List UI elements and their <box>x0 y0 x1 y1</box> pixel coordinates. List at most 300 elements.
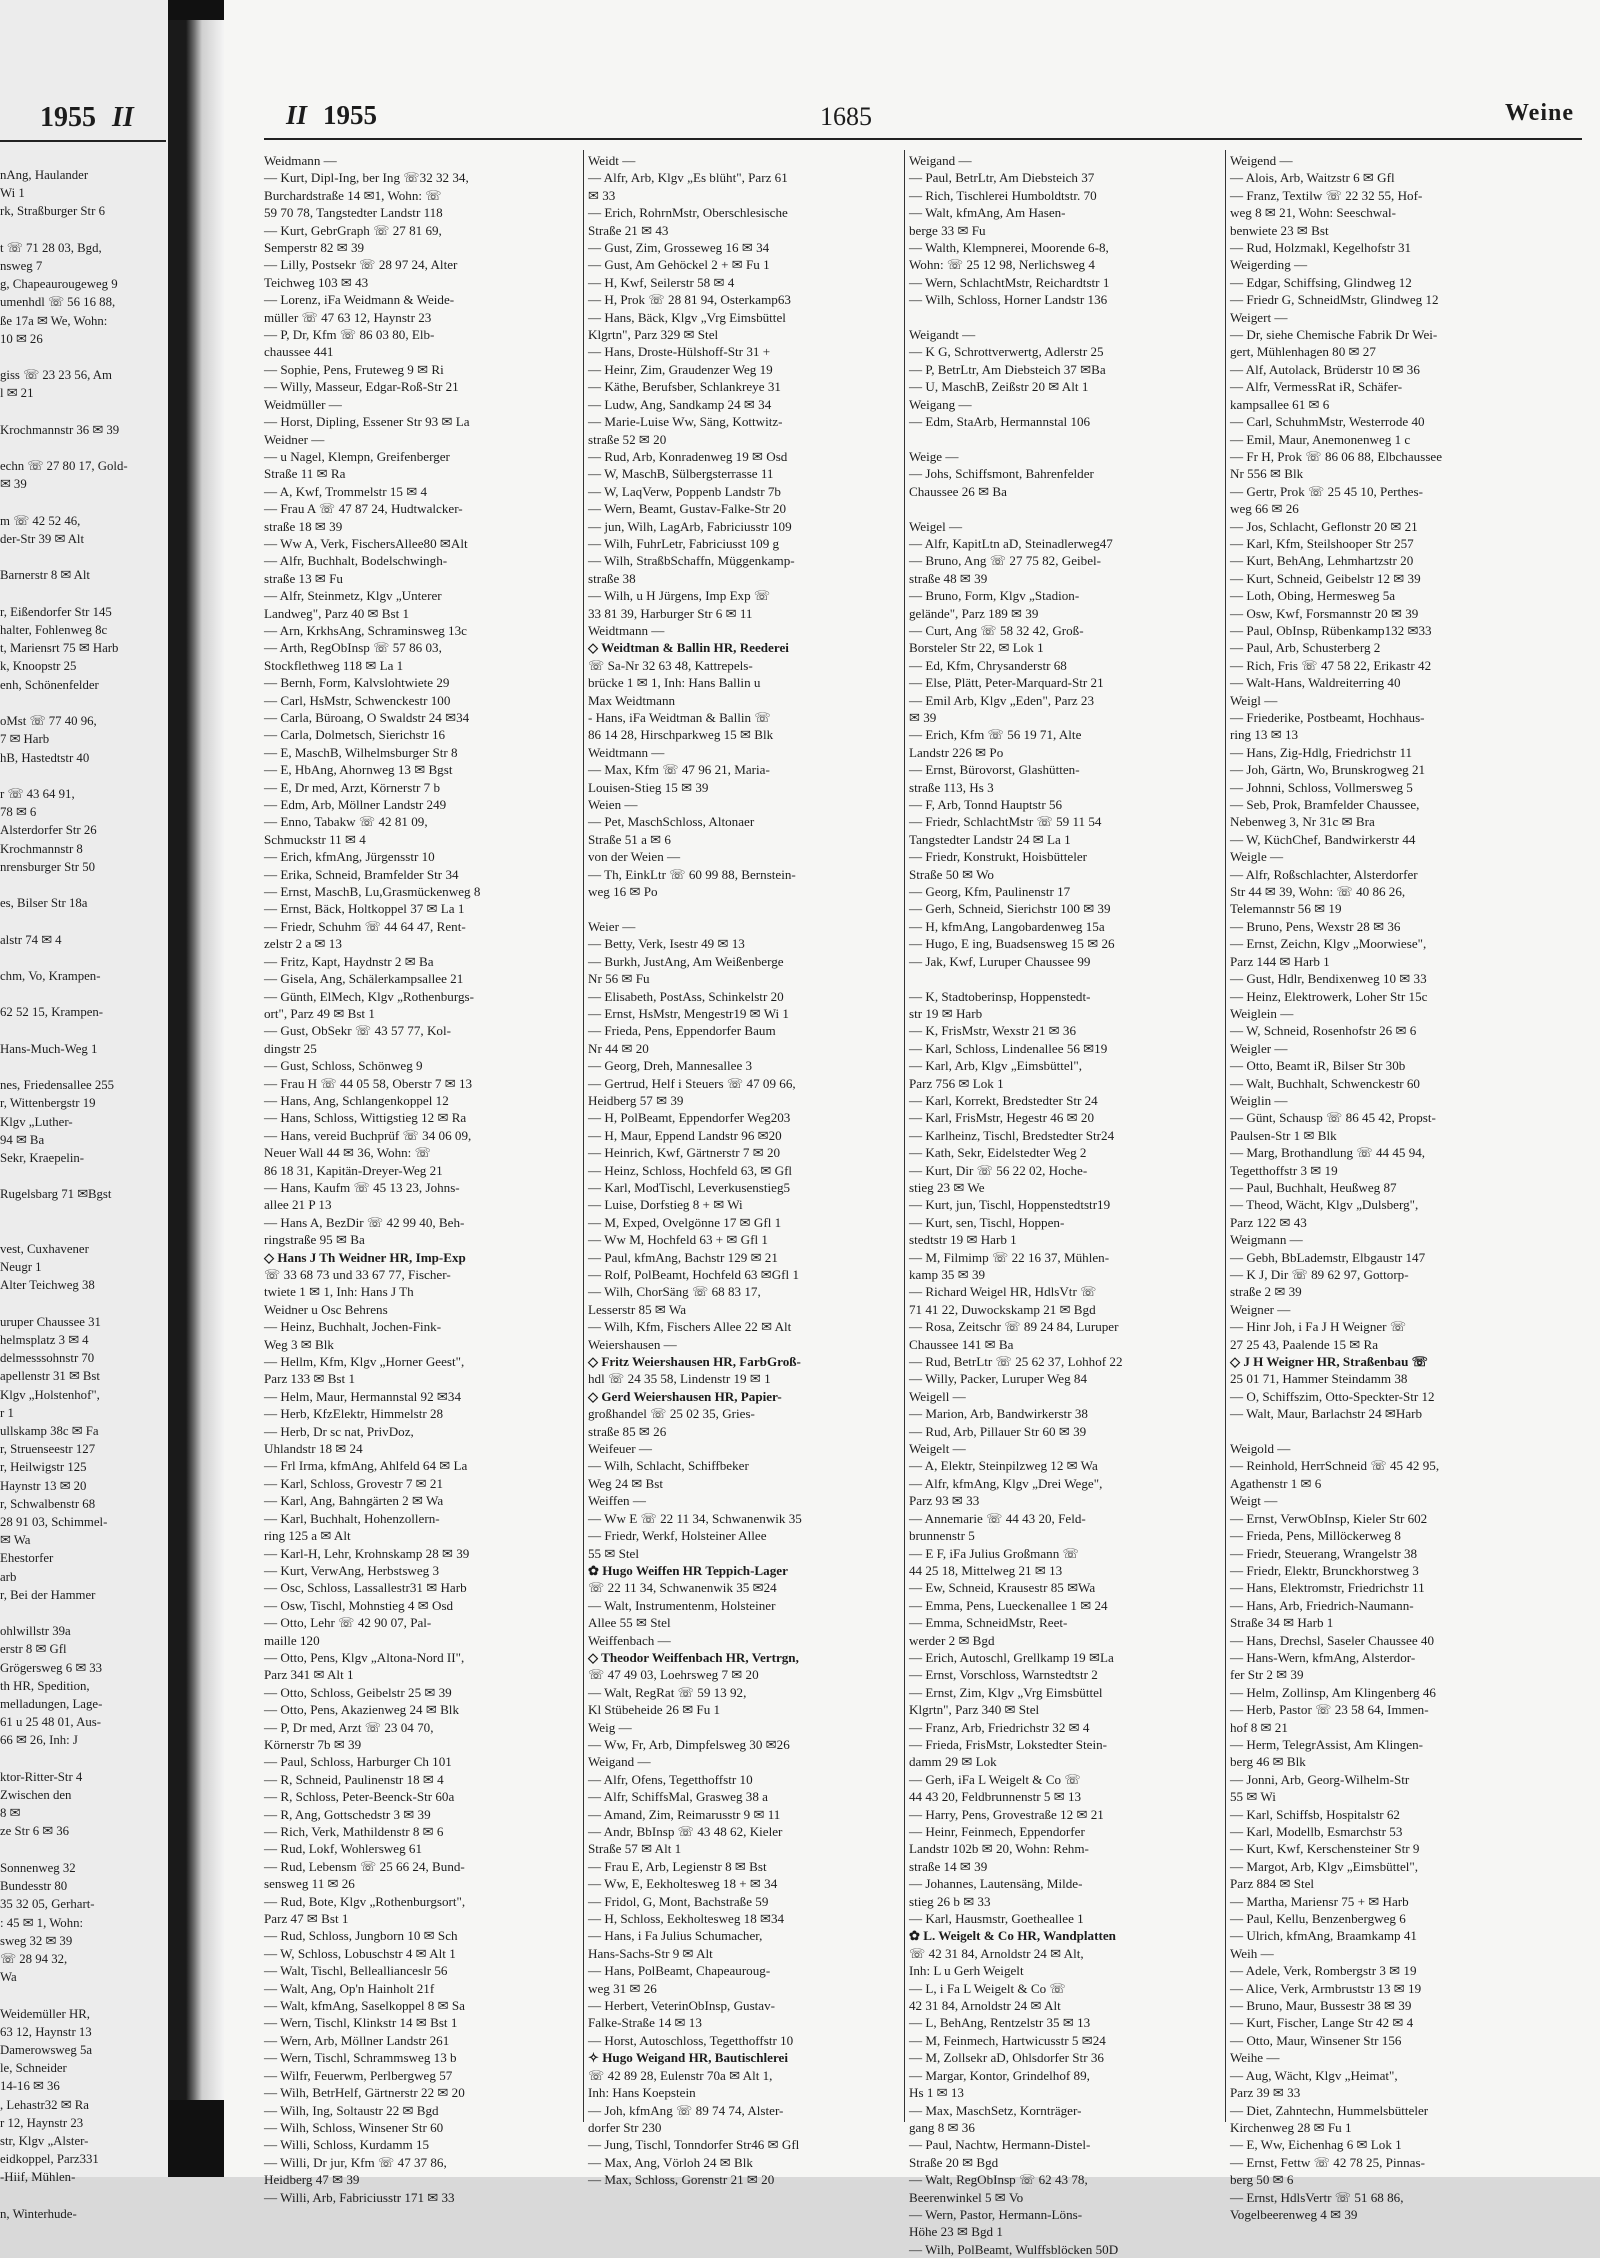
directory-entry-line: Nr 556 ✉ Blk <box>1230 466 1304 482</box>
directory-entry-line: — Walt, RegRat ☏ 59 13 92, <box>588 1684 747 1700</box>
directory-entry-line: — Ww, Fr, Arb, Dimpfelsweg 30 ✉26 <box>588 1736 790 1752</box>
directory-entry-line: — Alfr, Buchhalt, Bodelschwingh- <box>264 553 448 569</box>
directory-entry-line: Paulsen-Str 1 ✉ Blk <box>1230 1127 1337 1143</box>
header-year: 1955 <box>323 100 378 130</box>
directory-entry-line: — Kurt, Schneid, Geibelstr 12 ✉ 39 <box>1230 570 1421 586</box>
directory-entry-line: — Curt, Ang ☏ 58 32 42, Groß- <box>909 622 1084 638</box>
directory-entry-line: — Jung, Tischl, Tonndorfer Str46 ✉ Gfl <box>588 2137 800 2153</box>
directory-entry-line: — Gust, Schloss, Schönweg 9 <box>264 1058 423 1074</box>
directory-entry-line: — Arn, KrkhsAng, Schraminsweg 13c <box>264 622 467 638</box>
left-page-line: Rugelsbarg 71 ✉Bgst <box>0 1187 112 1202</box>
directory-entry-line: — H, PolBeamt, Eppendorfer Weg203 <box>588 1110 791 1126</box>
left-page-line: 14-16 ✉ 36 <box>0 2079 60 2094</box>
directory-entry-line: Borsteler Str 22, ✉ Lok 1 <box>909 640 1044 656</box>
left-page-line: Wi 1 <box>0 186 25 201</box>
directory-entry-line: — Ernst, Zeichn, Klgv „Moorwiese", <box>1230 936 1427 952</box>
directory-entry-line: — Ernst, Fettw ☏ 42 78 25, Pinnas- <box>1230 2154 1425 2170</box>
directory-entry-line: Landstr 226 ✉ Po <box>909 744 1004 760</box>
directory-entry-line: — Johnni, Schloss, Vollmersweg 5 <box>1230 779 1413 795</box>
directory-entry-line: Teichweg 103 ✉ 43 <box>264 274 369 290</box>
surname-heading: Weigend — <box>1230 153 1293 168</box>
directory-entry-line: — Emil Arb, Klgv „Eden", Parz 23 <box>909 692 1094 708</box>
directory-entry-line: — Frieda, FrisMstr, Lokstedter Stein- <box>909 1736 1108 1752</box>
left-page-line: Krochmannstr 8 <box>0 841 83 856</box>
directory-entry-line: Klgrtn", Parz 329 ✉ Stel <box>588 327 719 343</box>
directory-entry-line: — H, Kwf, Seilerstr 58 ✉ 4 <box>588 274 735 290</box>
left-page-line: rk, Straßburger Str 6 <box>0 204 105 219</box>
directory-entry-line: — Karl, Schiffsb, Hospitalstr 62 <box>1230 1806 1400 1822</box>
directory-entry-line: — Jak, Kwf, Luruper Chaussee 99 <box>909 953 1091 969</box>
directory-entry-line: — Rud, Arb, Konradenweg 19 ✉ Osd <box>588 448 788 464</box>
directory-entry-line: — Theod, Wächt, Klgv „Dulsberg", <box>1230 1197 1419 1213</box>
surname-heading: Weigle — <box>1230 849 1284 865</box>
directory-entry-line: — Frau H ☏ 44 05 58, Oberstr 7 ✉ 13 <box>264 1075 473 1091</box>
left-page-line: erstr 8 ✉ Gfl <box>0 1642 67 1657</box>
directory-entry-line: — Karl, Schloss, Lindenallee 56 ✉19 <box>909 1040 1108 1056</box>
directory-entry-line: — Andr, BbInsp ☏ 43 48 62, Kieler <box>588 1824 783 1839</box>
directory-entry-line: — Sophie, Pens, Fruteweg 9 ✉ Ri <box>264 361 444 377</box>
directory-entry-line: — Karl, Buchhalt, Hohenzollern- <box>264 1510 440 1526</box>
directory-entry-line: — Walt, kfmAng, Saselkoppel 8 ✉ Sa <box>264 1998 465 2014</box>
directory-entry-line: weg 8 ✉ 21, Wohn: Seeschwal- <box>1230 205 1397 221</box>
surname-heading: Weien — <box>588 797 638 813</box>
directory-entry-line: Chaussee 141 ✉ Ba <box>909 1336 1014 1352</box>
directory-entry-line: — Harry, Pens, Grovestraße 12 ✉ 21 <box>909 1806 1104 1822</box>
directory-entry-line: — Hans, Drechsl, Saseler Chaussee 40 <box>1230 1632 1434 1648</box>
directory-entry-line: — R, Ang, Gottschedstr 3 ✉ 39 <box>264 1806 431 1822</box>
directory-entry-line: — Karl, Ang, Bahngärten 2 ✉ Wa <box>264 1493 444 1509</box>
directory-entry-line: — Hans, Schloss, Wittigstieg 12 ✉ Ra <box>264 1110 467 1126</box>
directory-entry-line: — Walt, kfmAng, Am Hasen- <box>909 205 1066 221</box>
directory-entry-line: 86 14 28, Hirschparkweg 15 ✉ Blk <box>588 727 774 743</box>
directory-entry-line: Straße 57 ✉ Alt 1 <box>588 1841 682 1857</box>
directory-entry-line: — Walt, Ang, Op'n Hainholt 21f <box>264 1980 435 1996</box>
directory-entry-line: hdl ☏ 24 35 58, Lindenstr 19 ✉ 1 <box>588 1371 771 1387</box>
directory-entry-line: Parz 341 ✉ Alt 1 <box>264 1667 354 1683</box>
directory-entry-line: ☏ 47 49 03, Loehrsweg 7 ✉ 20 <box>588 1667 759 1683</box>
directory-entry-line: — Paul, Schloss, Harburger Ch 101 <box>264 1754 452 1770</box>
left-page-line <box>0 949 166 967</box>
directory-entry-line: — Herb, KfzElektr, Himmelstr 28 <box>264 1406 444 1422</box>
directory-entry-line: — Ww E ☏ 22 11 34, Schwanenwik 35 <box>588 1510 802 1526</box>
directory-entry-line: — Alfr, SchiffsMal, Grasweg 38 a <box>588 1789 768 1805</box>
directory-entry-line: — M, Feinmech, Hartwicusstr 5 ✉24 <box>909 2032 1106 2048</box>
directory-entry-line: Nr 56 ✉ Fu <box>588 971 650 987</box>
left-page-line <box>0 221 166 239</box>
left-page-line: Weidemüller HR, <box>0 2006 90 2021</box>
directory-entry-line: — Willi, Schloss, Kurdamm 15 <box>264 2137 430 2153</box>
surname-heading: Weigel — <box>909 518 963 534</box>
directory-entry-line: — F, Arb, Tonnd Hauptstr 56 <box>909 797 1063 813</box>
directory-entry-line: Tegetthoffstr 3 ✉ 19 <box>1230 1162 1338 1178</box>
directory-entry-line: — Martha, Mariensr 75 + ✉ Harb <box>1230 1893 1409 1909</box>
directory-entry-line: straße 38 <box>588 570 636 586</box>
directory-entry-line: — Friedr, Elektr, Brunckhorstweg 3 <box>1230 1562 1419 1578</box>
directory-entry-line: — Rich, Tischlerei Humboldtstr. 70 <box>909 187 1097 203</box>
directory-entry-line: — Ludw, Ang, Sandkamp 24 ✉ 34 <box>588 396 772 412</box>
directory-entry-line: — Osw, Kwf, Forsmannstr 20 ✉ 39 <box>1230 605 1419 621</box>
left-page-line: chm, Vo, Krampen- <box>0 968 101 983</box>
directory-entry-line: — Kurt, BehAng, Lehmhartzstr 20 <box>1230 553 1414 569</box>
left-page-line <box>0 985 166 1003</box>
directory-entry-line <box>909 970 1221 987</box>
directory-entry-line: — Alfr, kfmAng, Klgv „Drei Wege", <box>909 1475 1103 1491</box>
directory-entry-line: weg 66 ✉ 26 <box>1230 501 1299 517</box>
left-page-line: Grögersweg 6 ✉ 33 <box>0 1660 103 1675</box>
directory-entry-line: Parz 144 ✉ Harb 1 <box>1230 953 1330 969</box>
directory-entry-line: — Ulrich, kfmAng, Braamkamp 41 <box>1230 1928 1417 1944</box>
surname-heading: Weigner — <box>1230 1301 1291 1317</box>
left-page-line: Zwischen den <box>0 1788 72 1803</box>
directory-entry-line: — Marie-Luise Ww, Säng, Kottwitz- <box>588 414 783 430</box>
directory-entry-line: — Alfr, KapitLtn aD, Steinadlerweg47 <box>909 535 1113 551</box>
directory-entry-line: — Karl, Hausmstr, Goetheallee 1 <box>909 1911 1084 1927</box>
directory-entry-line: Heidberg 57 ✉ 39 <box>588 1092 684 1108</box>
directory-entry-line: — Lilly, Postsekr ☏ 28 97 24, Alter <box>264 257 458 273</box>
surname-heading: Weifeuer — <box>588 1441 653 1457</box>
directory-entry-line: — Ernst, Zim, Klgv „Vrg Eimsbüttel <box>909 1684 1103 1700</box>
directory-entry-line: — Seb, Prok, Bramfelder Chaussee, <box>1230 797 1420 813</box>
directory-entry-line: Straße 34 ✉ Harb 1 <box>1230 1615 1334 1631</box>
directory-entry-line: — K J, Dir ☏ 89 62 97, Gottorp- <box>1230 1267 1409 1282</box>
left-page-line: hB, Hastedtstr 40 <box>0 750 90 765</box>
left-page-line <box>0 1750 166 1768</box>
directory-entry-line: — Kurt, Dipl-Ing, ber Ing ☏32 32 34, <box>264 170 469 186</box>
directory-entry-line: werder 2 ✉ Bgd <box>909 1632 995 1648</box>
directory-entry-line: — Herb, Pastor ☏ 23 58 64, Immen- <box>1230 1702 1429 1718</box>
left-page-line <box>0 585 166 603</box>
directory-entry-line: Falke-Straße 14 ✉ 13 <box>588 2015 702 2031</box>
directory-entry-line: Uhlandstr 18 ✉ 24 <box>264 1441 363 1457</box>
directory-entry-line: — Gertr, Prok ☏ 25 45 10, Perthes- <box>1230 483 1423 499</box>
directory-entry-line: — Frieda, Pens, Millöckerweg 8 <box>1230 1528 1401 1544</box>
left-page-line: ☏ 28 94 32, <box>0 1951 68 1966</box>
directory-entry-line: ◇ Hans J Th Weidner HR, Imp-Exp <box>264 1249 466 1265</box>
directory-entry-line: Weg 24 ✉ Bst <box>588 1475 664 1491</box>
directory-entry-line: ◇ Gerd Weiershausen HR, Papier- <box>588 1388 782 1404</box>
directory-entry-line: — Else, Plätt, Peter-Marquard-Str 21 <box>909 675 1104 691</box>
directory-entry-line: Parz 47 ✉ Bst 1 <box>264 1911 349 1927</box>
column-3 <box>909 152 1221 2257</box>
directory-entry-line: — Otto, Maur, Winsener Str 156 <box>1230 2032 1402 2048</box>
directory-entry-line: — Paul, Kellu, Benzenbergweg 6 <box>1230 1911 1406 1927</box>
directory-entry-line: — Luise, Dorfstieg 8 + ✉ Wi <box>588 1197 743 1213</box>
directory-entry-line: — Paul, ObInsp, Rübenkamp132 ✉33 <box>1230 622 1432 638</box>
directory-entry-line: — A, Elektr, Steinpilzweg 12 ✉ Wa <box>909 1458 1098 1474</box>
left-page-line: th HR, Spedition, <box>0 1678 90 1693</box>
directory-entry-line: — Horst, Autoschloss, Tegetthoffstr 10 <box>588 2032 794 2048</box>
directory-entry-line: — Enno, Tabakw ☏ 42 81 09, <box>264 814 428 830</box>
directory-entry-line: Agathenstr 1 ✉ 6 <box>1230 1475 1322 1491</box>
directory-entry-line: — Frau E, Arb, Legienstr 8 ✉ Bst <box>588 1858 767 1874</box>
directory-entry-line: — Adele, Verk, Rombergstr 3 ✉ 19 <box>1230 1963 1417 1979</box>
surname-heading: Weigand — <box>588 1754 651 1770</box>
directory-entry-line: — Lorenz, iFa Weidmann & Weide- <box>264 292 455 308</box>
directory-entry-line: — Hellm, Kfm, Klgv „Horner Geest", <box>264 1354 465 1370</box>
directory-entry-line: — Hans-Wern, kfmAng, Alsterdor- <box>1230 1649 1416 1665</box>
left-page-line: 28 91 03, Schimmel- <box>0 1515 108 1530</box>
directory-entry-line: — Hans, Bäck, Klgv „Vrg Eimsbüttel <box>588 309 786 325</box>
directory-entry-line: — Heinz, Elektrowerk, Loher Str 15c <box>1230 988 1428 1004</box>
directory-entry-line: allee 21 P 13 <box>264 1197 332 1213</box>
left-page-line: k, Knoopstr 25 <box>0 659 77 674</box>
left-page-line: Haynstr 13 ✉ 20 <box>0 1478 87 1493</box>
directory-entry-line: — Kath, Sekr, Eidelstedter Weg 2 <box>909 1145 1087 1161</box>
directory-entry-line: — Franz, Textilw ☏ 22 32 55, Hof- <box>1230 187 1423 203</box>
directory-entry-line: brücke 1 ✉ 1, Inh: Hans Ballin u <box>588 675 761 691</box>
directory-entry-line: gert, Mühlenhagen 80 ✉ 27 <box>1230 344 1376 360</box>
directory-entry-line: Klgrtn", Parz 340 ✉ Stel <box>909 1702 1040 1718</box>
left-page-line: ✉ Wa <box>0 1533 31 1548</box>
left-page-line: t ☏ 71 28 03, Bgd, <box>0 240 102 255</box>
directory-entry-line: — W, MaschB, Sülbergsterrasse 11 <box>588 466 774 482</box>
left-page-line: r 1 <box>0 1405 14 1420</box>
directory-entry-line: sensweg 11 ✉ 26 <box>264 1876 355 1892</box>
directory-entry-line: Stockflethweg 118 ✉ La 1 <box>264 657 404 673</box>
left-page-line: r, Heilwigstr 125 <box>0 1460 87 1475</box>
directory-entry-line: Burchardstraße 14 ✉1, Wohn: ☏ <box>264 187 442 203</box>
directory-entry-line: — Gust, Zim, Grosseweg 16 ✉ 34 <box>588 240 770 256</box>
directory-entry-line: — Gust, Am Gehöckel 2 + ✉ Fu 1 <box>588 257 770 273</box>
left-page-line: le, Schneider <box>0 2061 67 2076</box>
directory-entry-line: — Rud, Bote, Klgv „Rothenburgsort", <box>264 1893 466 1909</box>
directory-entry-line: — M, Filmimp ☏ 22 16 37, Mühlen- <box>909 1249 1110 1265</box>
left-page-entries <box>0 166 166 2223</box>
left-page-line: vest, Cuxhavener <box>0 1241 89 1256</box>
directory-entry-line: — Loth, Obing, Hermesweg 5a <box>1230 588 1396 604</box>
surname-heading: von der Weien — <box>588 849 681 865</box>
surname-heading: Weigang — <box>909 396 972 412</box>
directory-entry-line: müller ☏ 47 63 12, Haynstr 23 <box>264 309 432 325</box>
left-page-line: ze Str 6 ✉ 36 <box>0 1824 70 1839</box>
directory-entry-line: ort", Parz 49 ✉ Bst 1 <box>264 1005 375 1021</box>
left-page-line <box>0 548 166 566</box>
surname-heading: Weigelt — <box>909 1441 966 1457</box>
directory-entry-line: berg 46 ✉ Blk <box>1230 1754 1306 1770</box>
directory-entry-line: — Friedr G, SchneidMstr, Glindweg 12 <box>1230 292 1439 308</box>
directory-entry-line: — Ww M, Hochfeld 63 + ✉ Gfl 1 <box>588 1232 768 1248</box>
directory-entry-line: fer Str 2 ✉ 39 <box>1230 1667 1304 1683</box>
directory-entry-line: — Margot, Arb, Klgv „Eimsbüttel", <box>1230 1858 1419 1874</box>
directory-entry-line: — Kurt, jun, Tischl, Hoppenstedtstr19 <box>909 1197 1111 1213</box>
directory-entry-line: — Rolf, PolBeamt, Hochfeld 63 ✉Gfl 1 <box>588 1267 799 1282</box>
directory-entry-line: — Max, MaschSetz, Kornträger- <box>909 2102 1082 2118</box>
directory-entry-line: Straße 50 ✉ Wo <box>909 866 994 882</box>
directory-entry-line: — Edgar, Schiffsing, Glindweg 12 <box>1230 274 1412 290</box>
directory-entry-line: — Helm, Maur, Hermannstal 92 ✉34 <box>264 1388 461 1404</box>
directory-entry-line: — Carl, HsMstr, Schwenckestr 100 <box>264 692 451 708</box>
left-page-line: l ✉ 21 <box>0 386 34 401</box>
directory-entry-line: — L, i Fa L Weigelt & Co ☏ <box>909 1980 1066 1996</box>
directory-entry-line: — Reinhold, HerrSchneid ☏ 45 42 95, <box>1230 1458 1440 1474</box>
directory-entry-line: ◇ Theodor Weiffenbach HR, Vertrgn, <box>588 1649 799 1665</box>
surname-heading: Weiffen — <box>588 1493 646 1509</box>
left-page-line <box>0 1841 166 1859</box>
directory-entry-line <box>1230 1423 1548 1440</box>
directory-entry-line: — Hans, i Fa Julius Schumacher, <box>588 1928 763 1944</box>
directory-entry-line: — H, Maur, Eppend Landstr 96 ✉20 <box>588 1127 782 1143</box>
left-page-line <box>0 1167 166 1185</box>
directory-entry-line: ◇ J H Weigner HR, Straßenbau ☏ <box>1230 1354 1429 1370</box>
directory-entry-line: — Kurt, sen, Tischl, Hoppen- <box>909 1214 1065 1230</box>
directory-entry-line: Neuer Wall 44 ✉ 36, Wohn: ☏ <box>264 1145 431 1161</box>
surname-heading: Weidmüller — <box>264 396 342 412</box>
header-edition <box>286 100 377 131</box>
directory-entry-line: Vogelbeerenweg 4 ✉ 39 <box>1230 2206 1358 2222</box>
directory-entry-line: — Heinrich, Kwf, Gärtnerstr 7 ✉ 20 <box>588 1145 781 1161</box>
left-page-line: Ehestorfer <box>0 1551 54 1566</box>
left-page-line: 10 ✉ 26 <box>0 331 43 346</box>
directory-entry-line: straße 48 ✉ 39 <box>909 570 988 586</box>
left-page-line: t, Mariensrt 75 ✉ Harb <box>0 641 119 656</box>
directory-entry-line: — Rich, Fris ☏ 47 58 22, Erikastr 42 <box>1230 657 1432 673</box>
directory-entry-line: — Willy, Packer, Luruper Weg 84 <box>909 1371 1088 1387</box>
left-page-line: 61 u 25 48 01, Aus- <box>0 1715 101 1730</box>
directory-entry-line: — Otto, Schloss, Geibelstr 25 ✉ 39 <box>264 1684 452 1700</box>
directory-entry-line: — Helm, Zollinsp, Am Klingenberg 46 <box>1230 1684 1436 1700</box>
directory-entry-line: damm 29 ✉ Lok <box>909 1754 997 1770</box>
directory-entry-line: — Hans, Arb, Friedrich-Naumann- <box>1230 1597 1414 1613</box>
left-page-line <box>0 494 166 512</box>
directory-entry-line: — Wern, Pastor, Hermann-Löns- <box>909 2206 1083 2222</box>
directory-entry-line: stieg 26 b ✉ 33 <box>909 1893 991 1909</box>
left-page-line: der-Str 39 ✉ Alt <box>0 532 85 547</box>
directory-entry-line: Tangstedter Landstr 24 ✉ La 1 <box>909 831 1071 847</box>
directory-entry-line: stieg 23 ✉ We <box>909 1179 985 1195</box>
left-page-line: umenhdl ☏ 56 16 88, <box>0 295 116 310</box>
left-page-line <box>0 1604 166 1622</box>
directory-entry-line: — Johs, Schiffsmont, Bahrenfelder <box>909 466 1094 482</box>
directory-entry-line: — Dr, siehe Chemische Fabrik Dr Wei- <box>1230 327 1438 343</box>
left-page-line: Klgv „Luther- <box>0 1114 73 1129</box>
directory-entry-line: — Ernst, MaschB, Lu,Grasmückenweg 8 <box>264 884 481 900</box>
directory-entry-line: — Wilh, Kfm, Fischers Allee 22 ✉ Alt <box>588 1319 792 1335</box>
surname-heading: Weidner — <box>264 431 325 447</box>
directory-entry-line: — Wern, SchlachtMstr, Reichardtstr 1 <box>909 274 1110 290</box>
directory-entry-line: gang 8 ✉ 36 <box>909 2119 975 2135</box>
directory-entry-line: — Alfr, VermessRat iR, Schäfer- <box>1230 379 1403 395</box>
directory-entry-line: — Heinz, Buchhalt, Jochen-Fink- <box>264 1319 442 1335</box>
directory-page <box>224 0 1600 2257</box>
directory-entry-line: — Friedr, SchlachtMstr ☏ 59 11 54 <box>909 814 1102 830</box>
header-rule <box>264 138 1582 140</box>
directory-entry-line: — Kurt, Dir ☏ 56 22 02, Hoche- <box>909 1162 1088 1178</box>
directory-entry-line: — Alfr, Ofens, Tegetthoffstr 10 <box>588 1771 753 1787</box>
directory-entry-line: — Otto, Pens, Klgv „Altona-Nord II", <box>264 1649 465 1665</box>
directory-entry-line: Parz 122 ✉ 43 <box>1230 1214 1307 1230</box>
directory-entry-line: dingstr 25 <box>264 1040 317 1056</box>
directory-entry-line: — Bruno, Pens, Wexstr 28 ✉ 36 <box>1230 918 1401 934</box>
directory-entry-line: — Walt, RegObInsp ☏ 62 43 78, <box>909 2172 1088 2188</box>
directory-entry-line: ☏ Sa-Nr 32 63 48, Kattrepels- <box>588 657 753 673</box>
directory-entry-line <box>588 900 900 917</box>
directory-entry-line: — Alfr, Roßschlachter, Alsterdorfer <box>1230 866 1418 882</box>
left-page-line: r ☏ 43 64 91, <box>0 786 75 801</box>
directory-entry-line: chaussee 441 <box>264 344 334 360</box>
directory-entry-line: — Gisela, Ang, Schälerkampsallee 21 <box>264 971 464 987</box>
directory-entry-line: — W, Schneid, Rosenhofstr 26 ✉ 6 <box>1230 1023 1417 1039</box>
surname-heading: Weidtmann — <box>588 622 665 638</box>
directory-entry-line: Straße 51 a ✉ 6 <box>588 831 671 847</box>
left-page-line <box>0 912 166 930</box>
directory-entry-line: — Kurt, GebrGraph ☏ 27 81 69, <box>264 222 442 238</box>
directory-entry-line: — Wilh, Schloss, Winsener Str 60 <box>264 2119 444 2135</box>
directory-entry-line: — Richard Weigel HR, HdlsVtr ☏ <box>909 1284 1097 1300</box>
directory-entry-line: — Hans, Zig-Hdlg, Friedrichstr 11 <box>1230 744 1413 760</box>
directory-entry-line: — Hans, Droste-Hülshoff-Str 31 + <box>588 344 771 360</box>
directory-entry-line: — jun, Wilh, LagArb, Fabriciusstr 109 <box>588 518 792 534</box>
directory-entry-line: — Ernst, VerwObInsp, Kieler Str 602 <box>1230 1510 1428 1526</box>
left-page-line: Bundesstr 80 <box>0 1879 68 1894</box>
directory-entry-line: gelände", Parz 189 ✉ 39 <box>909 605 1039 621</box>
column-1 <box>264 152 578 2205</box>
left-page-line: ullskamp 38c ✉ Fa <box>0 1424 99 1439</box>
directory-entry-line: — Johannes, Lautensäng, Milde- <box>909 1876 1083 1892</box>
directory-entry-line: Inh: Hans Koepstein <box>588 2085 696 2101</box>
directory-entry-line: — Gerh, Schneid, Sierichstr 100 ✉ 39 <box>909 901 1111 917</box>
directory-entry-line: straße 85 ✉ 26 <box>588 1423 667 1439</box>
directory-entry-line: — Walt, Maur, Barlachstr 24 ✉Harb <box>1230 1406 1423 1422</box>
directory-entry-line: Körnerstr 7b ✉ 39 <box>264 1736 362 1752</box>
directory-entry-line: Lesserstr 85 ✉ Wa <box>588 1301 687 1317</box>
directory-entry-line: — Rud, Arb, Pillauer Str 60 ✉ 39 <box>909 1423 1087 1439</box>
directory-entry-line: — Emil, Maur, Anemonenweg 1 c <box>1230 431 1411 447</box>
directory-entry-line: — P, Dr, Kfm ☏ 86 03 80, Elb- <box>264 327 435 343</box>
directory-entry-line: Telemannstr 56 ✉ 19 <box>1230 901 1342 917</box>
directory-entry-line: — Günth, ElMech, Klgv „Rothenburgs- <box>264 988 474 1004</box>
directory-entry-line: — Emma, SchneidMstr, Reet- <box>909 1615 1068 1631</box>
left-page-line: uruper Chaussee 31 <box>0 1314 101 1329</box>
left-page-line: eidkoppel, Parz331 <box>0 2152 99 2167</box>
directory-entry-line: — E, Ww, Eichenhag 6 ✉ Lok 1 <box>1230 2137 1402 2153</box>
directory-entry-line: — Pet, MaschSchloss, Altonaer <box>588 814 755 830</box>
directory-entry-line: — Franz, Arb, Friedrichstr 32 ✉ 4 <box>909 1719 1090 1735</box>
left-page-line: Sonnenweg 32 <box>0 1860 76 1875</box>
left-page-line <box>0 1986 166 2004</box>
directory-entry-line: — Paul, kfmAng, Bachstr 129 ✉ 21 <box>588 1249 778 1265</box>
left-page-line: Wa <box>0 1970 17 1985</box>
left-page-line: r, Eißendorfer Str 145 <box>0 604 112 619</box>
directory-entry-line: — Max, Schloss, Gorenstr 21 ✉ 20 <box>588 2172 775 2188</box>
directory-entry-line: stedtstr 19 ✉ Harb 1 <box>909 1232 1017 1248</box>
directory-entry-line: ☏ 33 68 73 und 33 67 77, Fischer- <box>264 1267 451 1282</box>
directory-entry-line: — Fridol, G, Mont, Bachstraße 59 <box>588 1893 769 1909</box>
directory-entry-line: — U, MaschB, Zeißstr 20 ✉ Alt 1 <box>909 379 1089 395</box>
directory-entry-line: — Edm, Arb, Möllner Landstr 249 <box>264 797 447 813</box>
directory-entry-line: — Ew, Schneid, Krausestr 85 ✉Wa <box>909 1580 1096 1596</box>
surname-heading: Weidt — <box>588 153 636 168</box>
surname-heading: Weige — <box>909 448 959 464</box>
left-page-line: nrensburger Str 50 <box>0 859 96 874</box>
directory-entry-line: ring 13 ✉ 13 <box>1230 727 1299 743</box>
directory-entry-line: Max Weidtmann <box>588 692 676 708</box>
directory-entry-line: — A, Kwf, Trommelstr 15 ✉ 4 <box>264 483 428 499</box>
page-header <box>224 100 1600 136</box>
left-page-line: r, Schwalbenstr 68 <box>0 1496 96 1511</box>
directory-entry-line: — O, Schiffszim, Otto-Speckter-Str 12 <box>1230 1388 1435 1404</box>
left-page-line: , Lehastr32 ✉ Ra <box>0 2097 89 2112</box>
directory-entry-line: Chaussee 26 ✉ Ba <box>909 483 1007 499</box>
directory-entry-line: straße 2 ✉ 39 <box>1230 1284 1302 1300</box>
directory-entry-line: — Rud, Lebensm ☏ 25 66 24, Bund- <box>264 1858 465 1874</box>
directory-entry-line: — L, BehAng, Rentzelstr 35 ✉ 13 <box>909 2015 1091 2031</box>
directory-entry-line: straße 18 ✉ 39 <box>264 518 343 534</box>
surname-heading: Weigert — <box>1230 309 1288 325</box>
directory-entry-line: — Erich, kfmAng, Jürgensstr 10 <box>264 849 435 865</box>
directory-entry-line: — Otto, Lehr ☏ 42 90 07, Pal- <box>264 1615 432 1631</box>
left-page-line: Krochmannstr 36 ✉ 39 <box>0 422 120 437</box>
directory-entry-line: 55 ✉ Stel <box>588 1545 639 1561</box>
